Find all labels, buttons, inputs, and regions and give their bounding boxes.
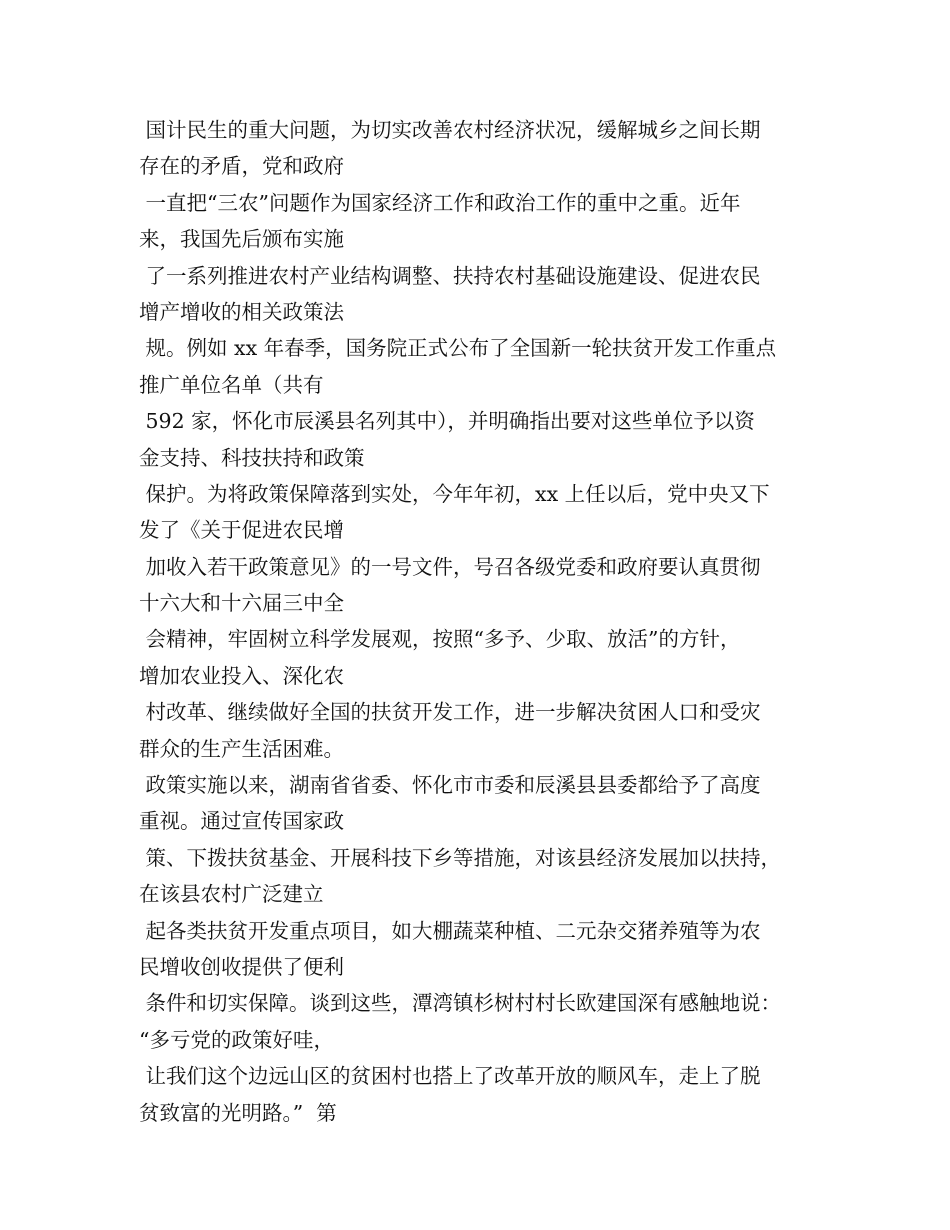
text-line: 发了《关于促进农民增 xyxy=(139,518,344,543)
text-line: 在该县农村广泛建立 xyxy=(139,882,324,907)
text-line: 存在的矛盾，党和政府 xyxy=(139,154,344,179)
text-line: 规。例如 xx 年春季，国务院正式公布了全国新一轮扶贫开发工作重点 xyxy=(139,336,777,361)
text-line: 一直把“三农”问题作为国家经济工作和政治工作的重中之重。近年 xyxy=(139,190,741,215)
text-line: 国计民生的重大问题，为切实改善农村经济状况，缓解城乡之间长期 xyxy=(139,118,761,142)
text-line: 民增收创收提供了便利 xyxy=(139,954,344,979)
text-line: 策、下拨扶贫基金、开展科技下乡等措施，对该县经济发展加以扶持， xyxy=(139,845,782,870)
text-line: “多亏党的政策好哇， xyxy=(139,1027,334,1052)
text-line: 推广单位名单（共有 xyxy=(139,372,324,397)
text-line: 增产增收的相关政策法 xyxy=(139,299,344,324)
text-line: 重视。通过宣传国家政 xyxy=(139,809,344,834)
text-line: 政策实施以来，湖南省省委、怀化市市委和辰溪县县委都给予了高度 xyxy=(139,773,761,798)
text-line: 金支持、科技扶持和政策 xyxy=(139,445,365,470)
text-line: 保护。为将政策保障落到实处，今年年初，xx 上任以后，党中央又下 xyxy=(139,481,770,506)
text-line: 条件和切实保障。谈到这些，潭湾镇杉树村村长欧建国深有感触地说： xyxy=(139,991,782,1016)
text-line: 加收入若干政策意见》的一号文件，号召各级党委和政府要认真贯彻 xyxy=(139,554,761,579)
text-line: 了一系列推进农村产业结构调整、扶持农村基础设施建设、促进农民 xyxy=(139,263,761,288)
text-line: 群众的生产生活困难。 xyxy=(139,736,344,761)
body-text xyxy=(139,112,839,1131)
text-line: 来，我国先后颁布实施 xyxy=(139,227,344,252)
text-line: 让我们这个边远山区的贫困村也搭上了改革开放的顺风车，走上了脱 xyxy=(139,1064,761,1089)
text-line: 会精神，牢固树立科学发展观，按照“多予、少取、放活”的方针， xyxy=(139,627,741,652)
text-line: 十六大和十六届三中全 xyxy=(139,591,344,616)
text-line: 贫致富的光明路。” 第 xyxy=(139,1100,337,1125)
text-line: 增加农业投入、深化农 xyxy=(139,663,344,688)
text-line: 592 家，怀化市辰溪县名列其中），并明确指出要对这些单位予以资 xyxy=(139,409,755,434)
text-line: 起各类扶贫开发重点项目，如大棚蔬菜种植、二元杂交猪养殖等为农 xyxy=(139,918,761,943)
text-line: 村改革、继续做好全国的扶贫开发工作，进一步解决贫困人口和受灾 xyxy=(139,700,761,725)
